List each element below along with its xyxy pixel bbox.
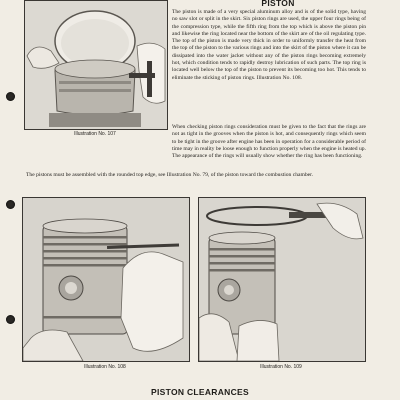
caption-illustration-108: Illustration No. 108 <box>84 364 126 370</box>
piston-ring-check-illustration <box>199 198 365 361</box>
paragraph-checking-rings: When checking piston rings consideration must be given to the fact that the rings are not as tight in the grooves when the piston is hot, and consequently rings which seem to be tight in the groove after engine has been in operation for a considerable period of time may in reality be loose enough to function properly when the engine is heated up. The appearance of the rings will usually show whether the ring has been functioning. <box>172 124 366 160</box>
paragraph-piston-description: The piston is made of a very special aluminum alloy and is of the solid type, having no saw slot or split in the skirt. Six piston rings are used, the upper four rings being of the compression type, while the fifth ring from the top which is above the piston pin and likewise the ring located near the bottom of the skirt are of the oil regulating type. The top of the piston is made very thick in order to uniformly transfer the heat from the top of the piston to the various rings and into the skirt of the piston where it can be dissipated into the water jacket without any of the piston rings becoming extremely hot, which condition tends to rapidly destroy lubrication of such parts. The top ring is located well below the top of the piston to prevent its becoming too hot. This tends to eliminate the sticking of piston rings. Illustration No. 108. <box>172 9 366 81</box>
binder-hole-middle <box>6 200 15 209</box>
piston-ring-tool-illustration <box>25 1 167 129</box>
binder-hole-top <box>6 92 15 101</box>
caption-illustration-109: Illustration No. 109 <box>260 364 302 370</box>
piston-feeler-gauge-illustration <box>23 198 189 361</box>
photo-piston-ring-check <box>198 197 366 362</box>
paragraph-assembly-note: The pistons must be assembled with the rounded top edge, see Illustration No. 79, of the piston toward the combustion chamber. <box>26 172 314 178</box>
binder-hole-bottom <box>6 315 15 324</box>
section-heading-piston: PISTON <box>261 0 295 8</box>
section-heading-piston-clearances: PISTON CLEARANCES <box>151 387 249 397</box>
photo-piston-feeler-gauge <box>22 197 190 362</box>
photo-piston-ring-tool <box>24 0 168 130</box>
caption-illustration-107: Illustration No. 107 <box>74 131 116 137</box>
